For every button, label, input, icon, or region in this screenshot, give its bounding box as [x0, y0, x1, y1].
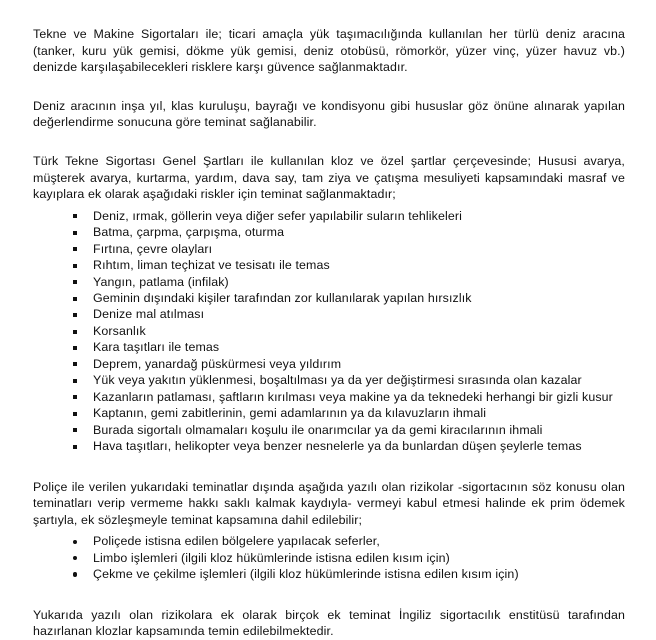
list-item: Korsanlık: [33, 323, 625, 339]
paragraph-spacer: [33, 455, 625, 479]
paragraph-spacer: [33, 131, 625, 153]
paragraph-general-conditions: Türk Tekne Sigortası Genel Şartları ile kullanılan kloz ve özel şartlar çerçevesinde; Hususi avarya, müşterek avarya, kurtarma, yardım, dava say, tam ziya ve çatışma mesuliyeti kapsamındaki masraf ve kayıplara ek olarak aşağıdaki riskler için teminat sağlanmaktadır;: [33, 153, 625, 202]
paragraph-additional-premium: Poliçe ile verilen yukarıdaki teminatlar dışında aşağıda yazılı olan rizikolar -sigortacının söz konusu olan teminatları verip vermeme hakkı saklı kalmak kaydıyla- vermeyi kabul etmesi halinde ek prim ödemek şartıyla, ek sözleşmeyle teminat kapsamına dahil edilebilir;: [33, 479, 625, 527]
list-item: Kara taşıtları ile temas: [33, 339, 625, 355]
list-item: Kazanların patlaması, şaftların kırılması veya makine ya da teknedeki herhangi bir gizli kusur: [33, 389, 625, 405]
paragraph-closing: Yukarıda yazılı olan rizikolara ek olarak birçok ek teminat İngiliz sigortacılık enstitüsü tarafından hazırlanan klozlar kapsamında temin edilebilmektedir.: [33, 607, 625, 639]
list-item: Burada sigortalı olmamaları koşulu ile onarımcılar ya da gemi kiracılarının ihmali: [33, 422, 625, 438]
list-item: Kaptanın, gemi zabitlerinin, gemi adamlarının ya da kılavuzların ihmali: [33, 405, 625, 421]
list-item: Deprem, yanardağ püskürmesi veya yıldırım: [33, 356, 625, 372]
list-item: Batma, çarpma, çarpışma, oturma: [33, 224, 625, 240]
list-item: Yük veya yakıtın yüklenmesi, boşaltılması ya da yer değiştirmesi sırasında olan kazalar: [33, 372, 625, 388]
list-item: Limbo işlemleri (ilgili kloz hükümlerinde istisna edilen kısım için): [33, 550, 625, 566]
optional-risks-list: [33, 533, 625, 582]
covered-risks-list: [33, 208, 625, 455]
list-item: Deniz, ırmak, göllerin veya diğer sefer yapılabilir suların tehlikeleri: [33, 208, 625, 224]
paragraph-vessel-evaluation: Deniz aracının inşa yıl, klas kuruluşu, bayrağı ve kondisyonu gibi hususlar göz önüne alınarak yapılan değerlendirme sonucuna göre teminat sağlanabilir.: [33, 98, 625, 130]
list-item: Denize mal atılması: [33, 306, 625, 322]
list-item: Çekme ve çekilme işlemleri (ilgili kloz hükümlerinde istisna edilen kısım için): [33, 566, 625, 582]
list-item: Fırtına, çevre olayları: [33, 241, 625, 257]
paragraph-intro: Tekne ve Makine Sigortaları ile; ticari amaçla yük taşımacılığında kullanılan her türlü deniz aracına (tanker, kuru yük gemisi, dökme yük gemisi, deniz otobüsü, römorkör, yüzer vinç, yüzer havuz vb.) denizde karşılaşabilecekleri risklere karşı güvence sağlanmaktadır.: [33, 27, 625, 75]
list-item: Yangın, patlama (infilak): [33, 274, 625, 290]
list-item: Geminin dışındaki kişiler tarafından zor kullanılarak yapılan hırsızlık: [33, 290, 625, 306]
paragraph-spacer: [33, 76, 625, 98]
list-item: Hava taşıtları, helikopter veya benzer nesnelerle ya da bunlardan düşen şeylerle temas: [33, 438, 625, 454]
list-item: Rıhtım, liman teçhizat ve tesisatı ile temas: [33, 257, 625, 273]
list-item: Poliçede istisna edilen bölgelere yapılacak seferler,: [33, 533, 625, 549]
paragraph-spacer: [33, 583, 625, 607]
